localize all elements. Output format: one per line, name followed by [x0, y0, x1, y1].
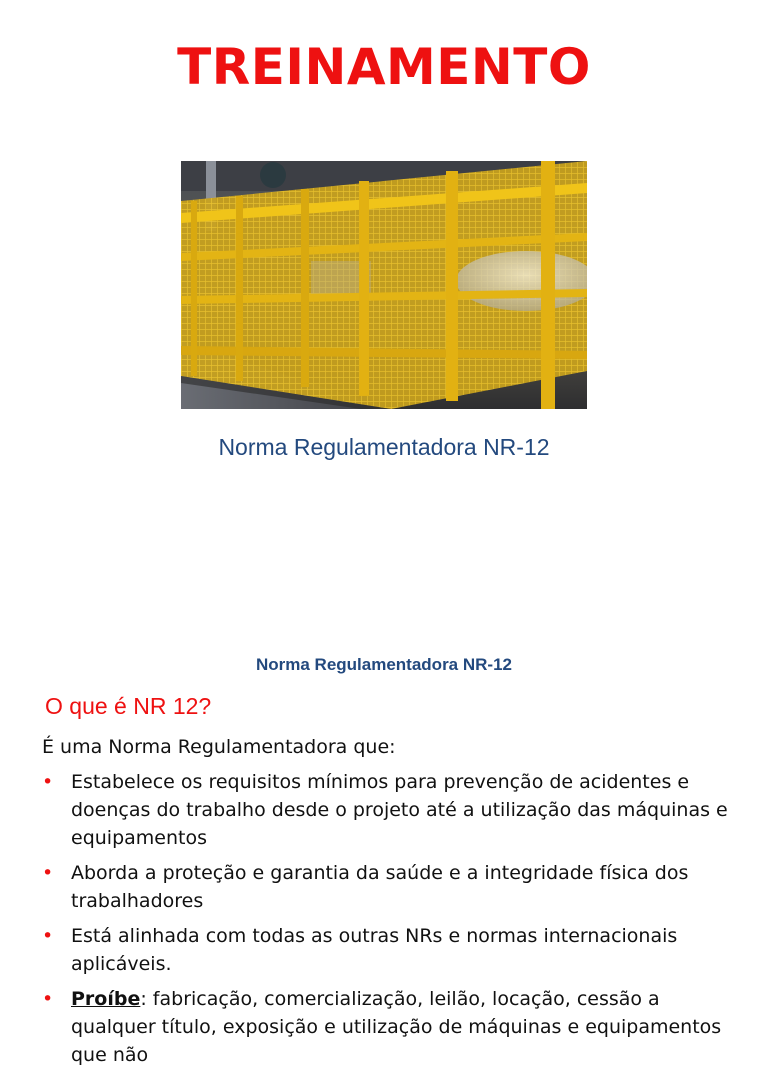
machine-guard-photo	[181, 161, 587, 409]
slide-subtitle: Norma Regulamentadora NR-12	[218, 434, 550, 460]
bullet-item	[42, 985, 732, 1069]
section-header: Norma Regulamentadora NR-12	[255, 655, 512, 674]
bullet-bold-label: Proíbe	[71, 988, 141, 1010]
bullet-icon: •	[42, 925, 54, 947]
bullet-text: Aborda a proteção e garantia da saúde e a integridade física dos trabalhadores	[71, 862, 689, 912]
bullet-text: Está alinhada com todas as outras NRs e normas internacionais aplicáveis.	[71, 925, 678, 975]
bullet-item	[42, 859, 732, 915]
slide-title: TREINAMENTO	[177, 38, 591, 96]
bullet-icon: •	[42, 988, 54, 1010]
bullet-item	[42, 768, 732, 852]
bullet-icon: •	[42, 771, 54, 793]
question-heading: O que é NR 12?	[45, 693, 212, 719]
bullet-text: : fabricação, comercialização, leilão, locação, cessão a qualquer título, exposição e utilização de máquinas e equipamentos que não	[71, 988, 722, 1066]
bullet-list	[42, 768, 732, 1076]
yellow-mesh-machine-guard-photo	[181, 161, 587, 409]
bullet-item	[42, 922, 732, 978]
intro-text: É uma Norma Regulamentadora que:	[42, 736, 396, 758]
bullet-icon: •	[42, 862, 54, 884]
bullet-text: Estabelece os requisitos mínimos para prevenção de acidentes e doenças do trabalho desde o projeto até a utilização das máquinas e equipamentos	[71, 771, 728, 849]
